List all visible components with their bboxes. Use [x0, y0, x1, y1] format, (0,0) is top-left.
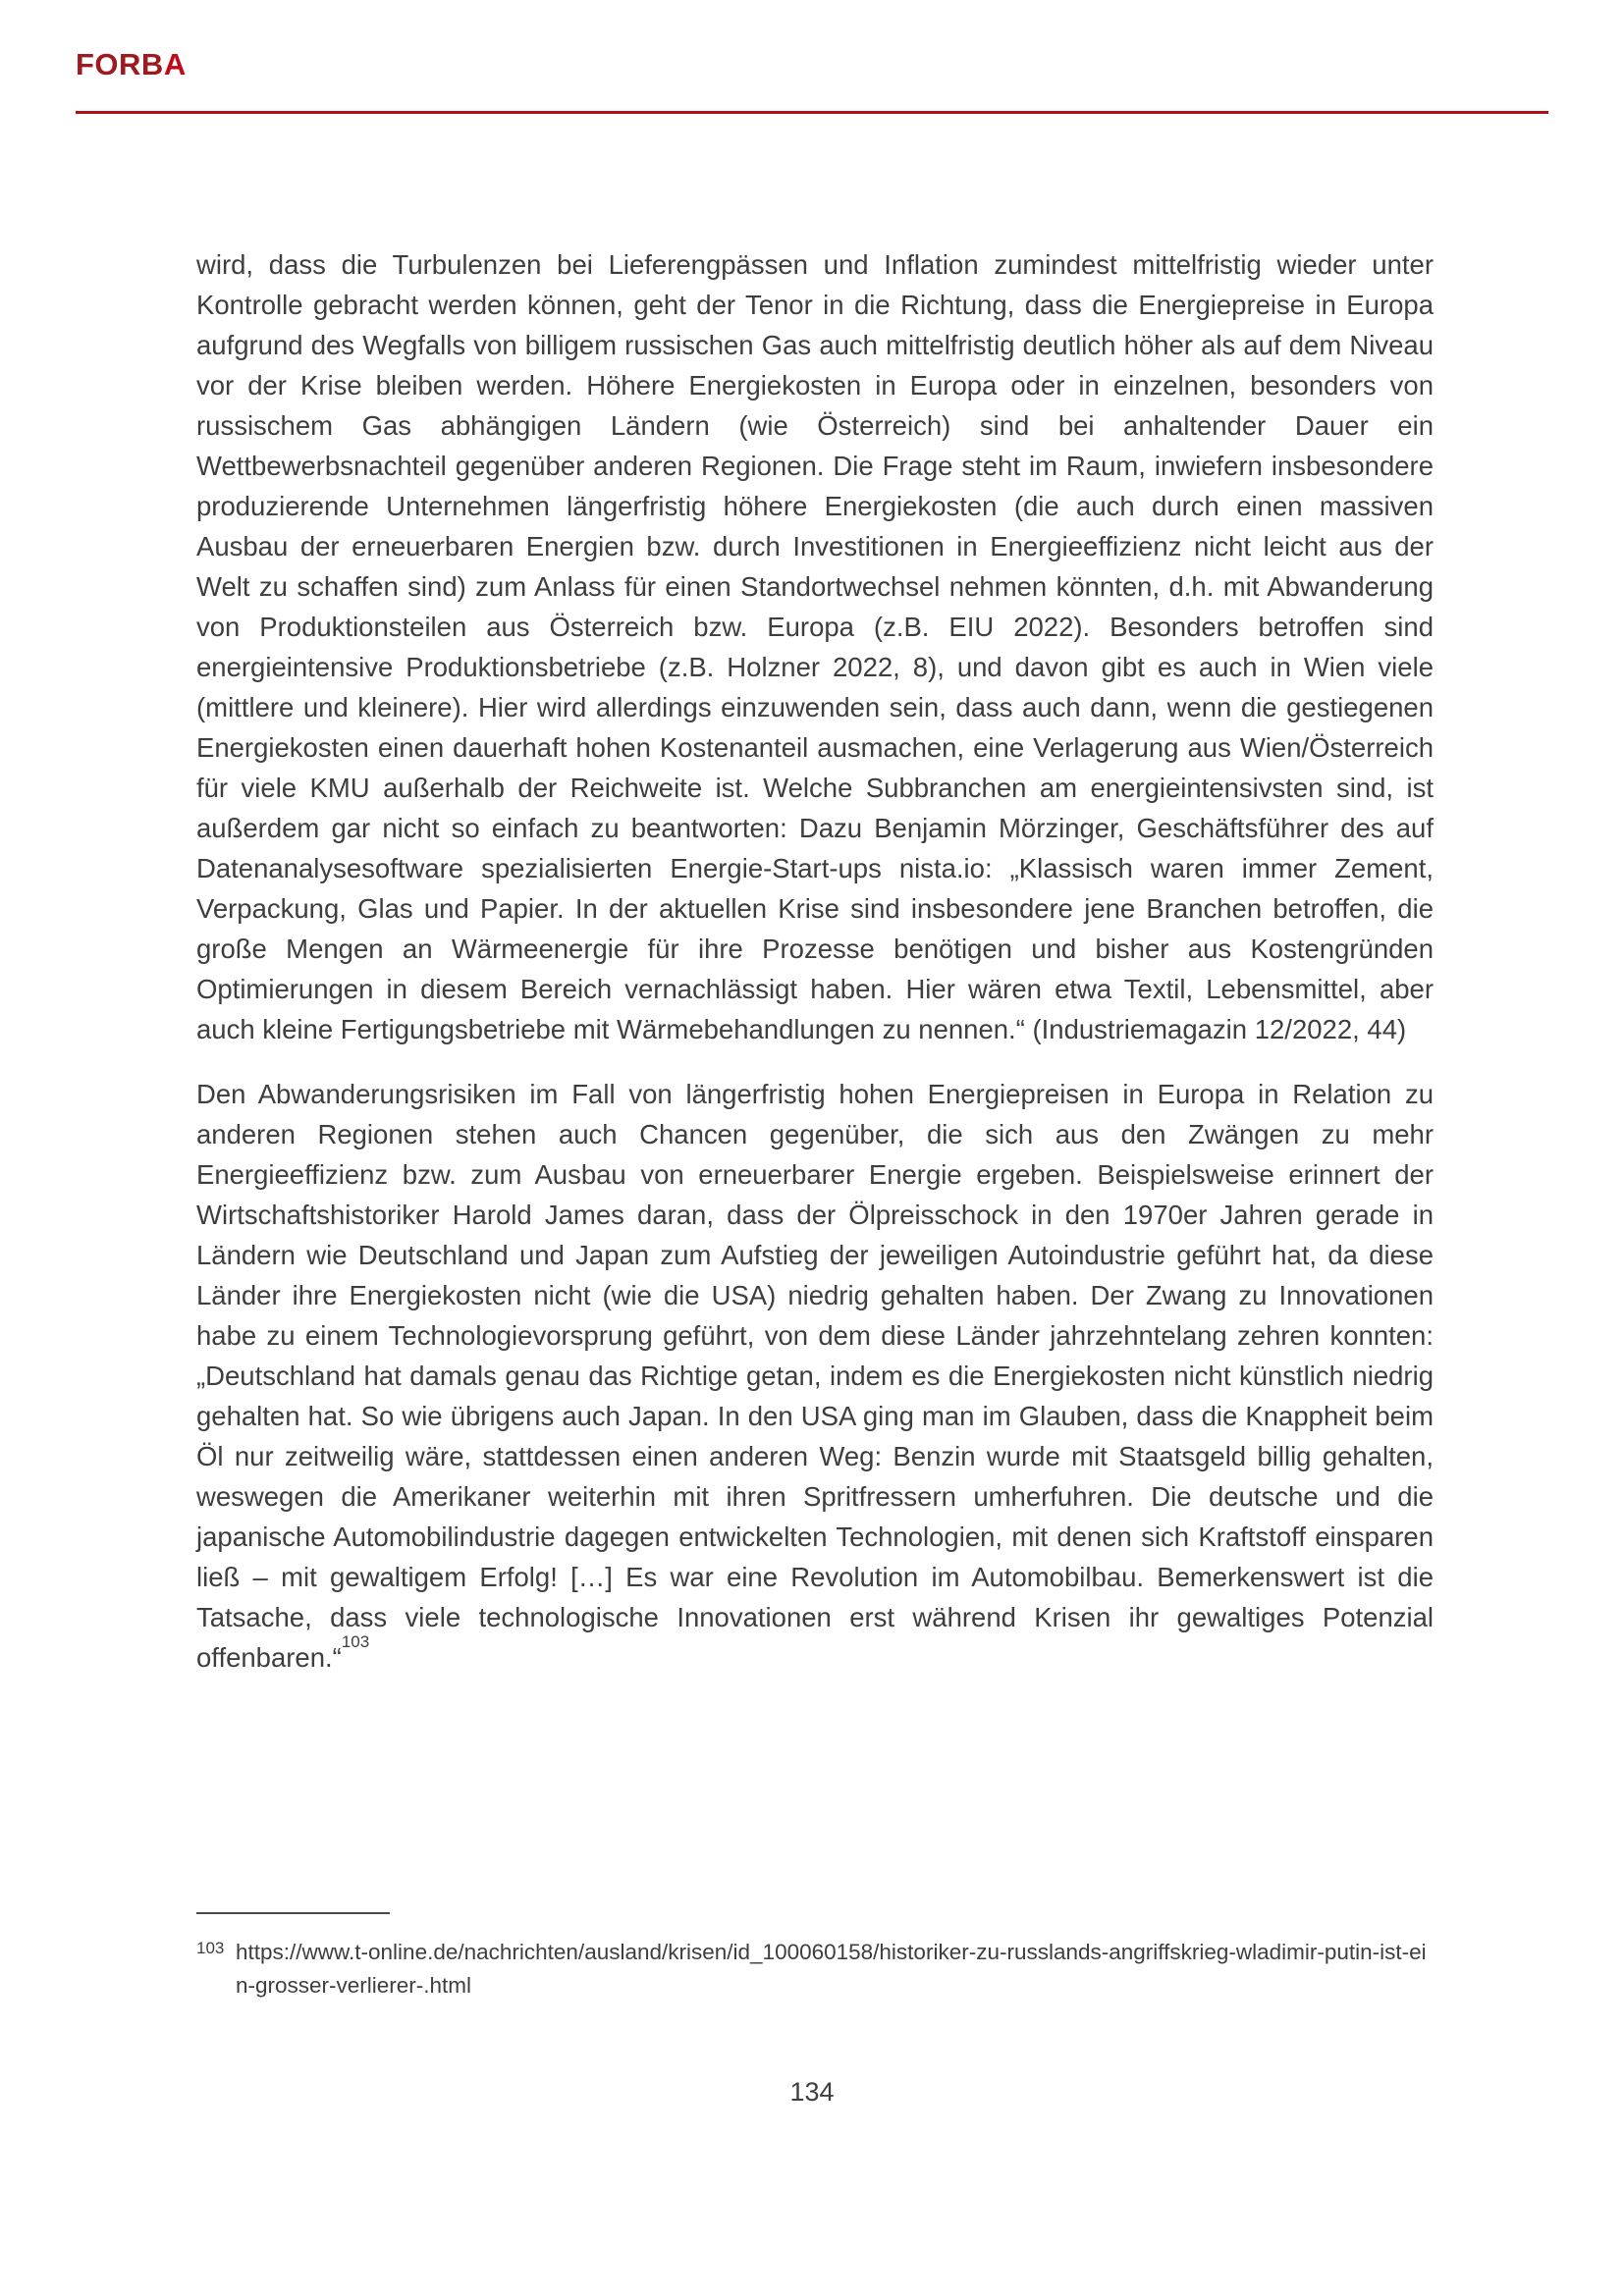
body-paragraph	[196, 244, 1434, 1049]
footnote-separator	[196, 1912, 390, 1914]
footnote-marker: 103	[196, 1939, 225, 1957]
document-body	[196, 244, 1434, 1678]
footnote-url[interactable]: https://www.t-online.de/nachrichten/ausland/krisen/id_100060158/historiker-zu-russlands-angriffskrieg-wladimir-putin-ist-ein-grosser-verlierer-.html	[236, 1940, 1427, 1998]
page-number: 134	[789, 2077, 835, 2107]
header-rule	[76, 111, 1548, 114]
footnote-reference: 103	[341, 1632, 370, 1652]
logo-text-prefix: FORB	[76, 47, 164, 81]
forba-logo	[76, 49, 187, 80]
body-paragraph	[196, 1074, 1434, 1678]
footnote	[196, 1936, 1435, 2002]
paragraph-text: wird, dass die Turbulenzen bei Lieferengpässen und Inflation zumindest mittelfristig wieder unter Kontrolle gebracht werden können, geht der Tenor in die Richtung, dass die Energiepreise in Europa aufgrund des Wegfalls von billigem russischen Gas auch mittelfristig deutlich höher als auf dem Niveau vor der Krise bleiben werden. Höhere Energiekosten in Europa oder in einzelnen, besonders von russischem Gas abhängigen Ländern (wie Österreich) sind bei anhaltender Dauer ein Wettbewerbsnachteil gegenüber anderen Regionen. Die Frage steht im Raum, inwiefern insbesondere produzierende Unternehmen längerfristig höhere Energiekosten (die auch durch einen massiven Ausbau der erneuerbaren Energien bzw. durch Investitionen in Energieeffizienz nicht leicht aus der Welt zu schaffen sind) zum Anlass für einen Standortwechsel nehmen könnten, d.h. mit Abwanderung von Produktionsteilen aus Österreich bzw. Europa (z.B. EIU 2022). Besonders betroffen sind energieintensive Produktionsbetriebe (z.B. Holzner 2022, 8), und davon gibt es auch in Wien viele (mittlere und kleinere). Hier wird allerdings einzuwenden sein, dass auch dann, wenn die gestiegenen Energiekosten einen dauerhaft hohen Kostenanteil ausmachen, eine Verlagerung aus Wien/Österreich für viele KMU außerhalb der Reichweite ist. Welche Subbranchen am energieintensivsten sind, ist außerdem gar nicht so einfach zu beantworten: Dazu Benjamin Mörzinger, Geschäftsführer des auf Datenanalysesoftware spezialisierten Energie-Start-ups nista.io: „Klassisch waren immer Zement, Verpackung, Glas und Papier. In der aktuellen Krise sind insbesondere jene Branchen betroffen, die große Mengen an Wärmeenergie für ihre Prozesse benötigen und bisher aus Kostengründen Optimierungen in diesem Bereich vernachlässigt haben. Hier wären etwa Textil, Lebensmittel, aber auch kleine Fertigungsbetriebe mit Wärmebehandlungen zu nennen.“ (Industriemagazin 12/2022, 44)	[196, 249, 1434, 1044]
logo-text-suffix: A	[163, 47, 187, 81]
paragraph-text: Den Abwanderungsrisiken im Fall von längerfristig hohen Energiepreisen in Europa in Relation zu anderen Regionen stehen auch Chancen gegenüber, die sich aus den Zwängen zu mehr Energieeffizienz bzw. zum Ausbau von erneuerbarer Energie ergeben. Beispielsweise erinnert der Wirtschaftshistoriker Harold James daran, dass der Ölpreisschock in den 1970er Jahren gerade in Ländern wie Deutschland und Japan zum Aufstieg der jeweiligen Autoindustrie geführt hat, da diese Länder ihre Energiekosten nicht (wie die USA) niedrig gehalten haben. Der Zwang zu Innovationen habe zu einem Technologievorsprung geführt, von dem diese Länder jahrzehntelang zehren konnten: „Deutschland hat damals genau das Richtige getan, indem es die Energiekosten nicht künstlich niedrig gehalten hat. So wie übrigens auch Japan. In den USA ging man im Glauben, dass die Knappheit beim Öl nur zeitweilig wäre, stattdessen einen anderen Weg: Benzin wurde mit Staatsgeld billig gehalten, weswegen die Amerikaner weiterhin mit ihren Spritfressern umherfuhren. Die deutsche und die japanische Automobilindustrie dagegen entwickelten Technologien, mit denen sich Kraftstoff einsparen ließ – mit gewaltigem Erfolg! […] Es war eine Revolution im Automobilbau. Bemerkenswert ist die Tatsache, dass viele technologische Innovationen erst während Krisen ihr gewaltiges Potenzial offenbaren.“	[196, 1079, 1434, 1673]
